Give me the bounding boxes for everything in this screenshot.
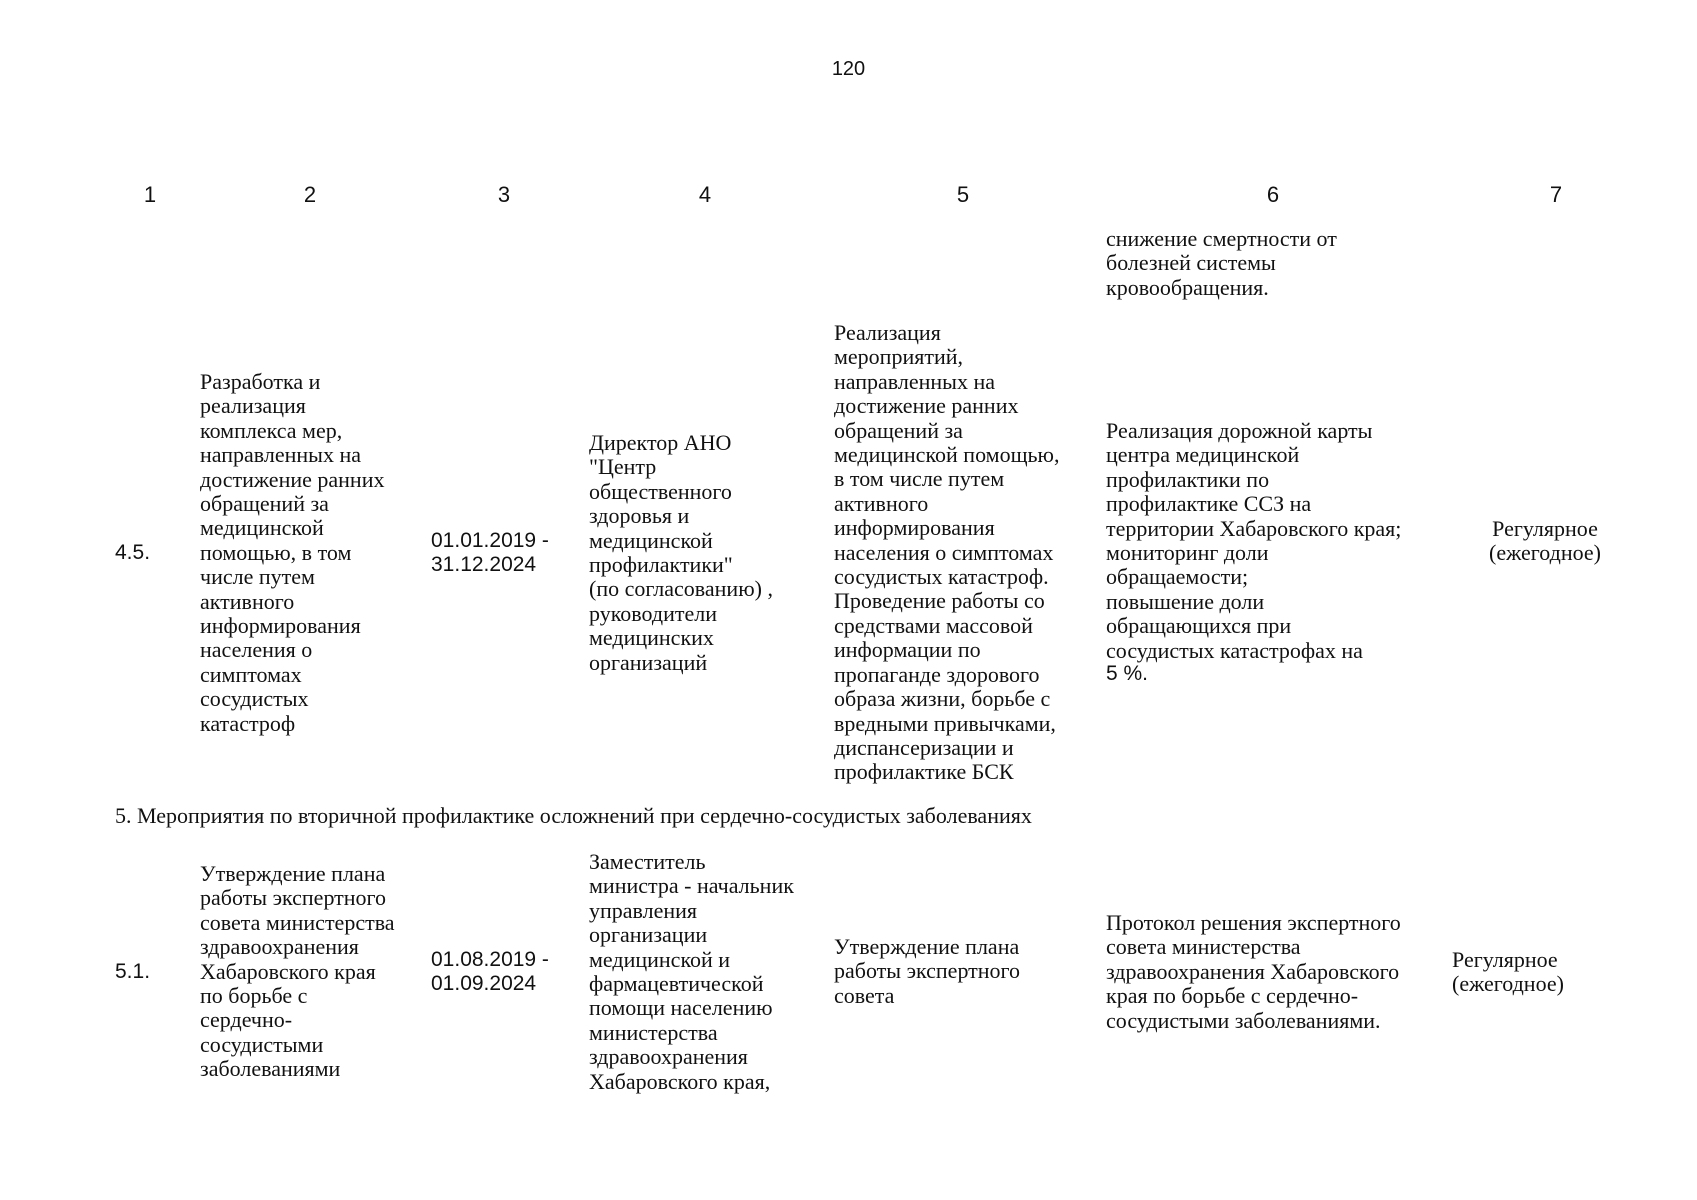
column-header-6: 6 xyxy=(1266,182,1280,207)
row-5-1-number: 5.1. xyxy=(115,960,151,983)
row-4-5-name: Разработка и реализация комплекса мер, направленных на достижение ранних обращений за медицинской помощью, в том числе путем активного информирования населения о симптомах сосудистых катастроф xyxy=(200,369,385,736)
column-header-3: 3 xyxy=(497,182,511,207)
row-5-1-period: 01.08.2019 - 01.09.2024 xyxy=(431,948,549,995)
row-5-1-characteristic: Утверждение плана работы экспертного совета xyxy=(834,934,1021,1008)
continued-indicator: снижение смертности от болезней системы кровообращения. xyxy=(1106,226,1337,300)
row-4-5-characteristic: Реализация мероприятий, направленных на достижение ранних обращений за медицинской помощью, в том числе путем активного информирования населения о симптомах сосудистых катастроф. Проведение работы со средствами массовой информации по пропаганде здорового образа жизни, борьбе с вредными привычками, диспансеризации и профилактике БСК xyxy=(834,320,1060,785)
row-5-1-name: Утверждение плана работы экспертного совета министерства здравоохранения Хабаровского края по борьбе с сердечно- сосудистыми заболеваниями xyxy=(200,861,395,1082)
column-header-2: 2 xyxy=(303,182,317,207)
section-5-title: 5. Мероприятия по вторичной профилактике осложнений при сердечно-сосудистых заболеваниях xyxy=(115,803,1032,828)
row-5-1-frequency: Регулярное (ежегодное) xyxy=(1452,947,1564,997)
row-5-1-result: Протокол решения экспертного совета министерства здравоохранения Хабаровского края по борьбе с сердечно- сосудистыми заболеваниями. xyxy=(1106,910,1401,1033)
row-4-5-responsible: Директор АНО "Центр общественного здоровья и медицинской профилактики" (по согласованию) , руководители медицинских организаций xyxy=(589,430,773,675)
column-header-1: 1 xyxy=(143,182,157,207)
column-header-4: 4 xyxy=(698,182,712,207)
row-4-5-number: 4.5. xyxy=(115,541,151,564)
column-header-5: 5 xyxy=(956,182,970,207)
row-4-5-period: 01.01.2019 - 31.12.2024 xyxy=(431,529,549,576)
row-4-5-result: Реализация дорожной карты центра медицинской профилактики по профилактике ССЗ на территории Хабаровского края; мониторинг доли обращаемости; повышение доли обращающихся при сосудистых катастрофах на xyxy=(1106,418,1402,663)
row-4-5-result-tail: 5 %. xyxy=(1106,662,1149,685)
page-number: 120 xyxy=(831,58,866,80)
column-header-7: 7 xyxy=(1549,182,1563,207)
row-5-1-responsible: Заместитель министра - начальник управления организации медицинской и фармацевтической помощи населению министерства здравоохранения Хабаровского края, xyxy=(589,849,794,1094)
row-4-5-frequency: Регулярное (ежегодное) xyxy=(1489,516,1601,566)
